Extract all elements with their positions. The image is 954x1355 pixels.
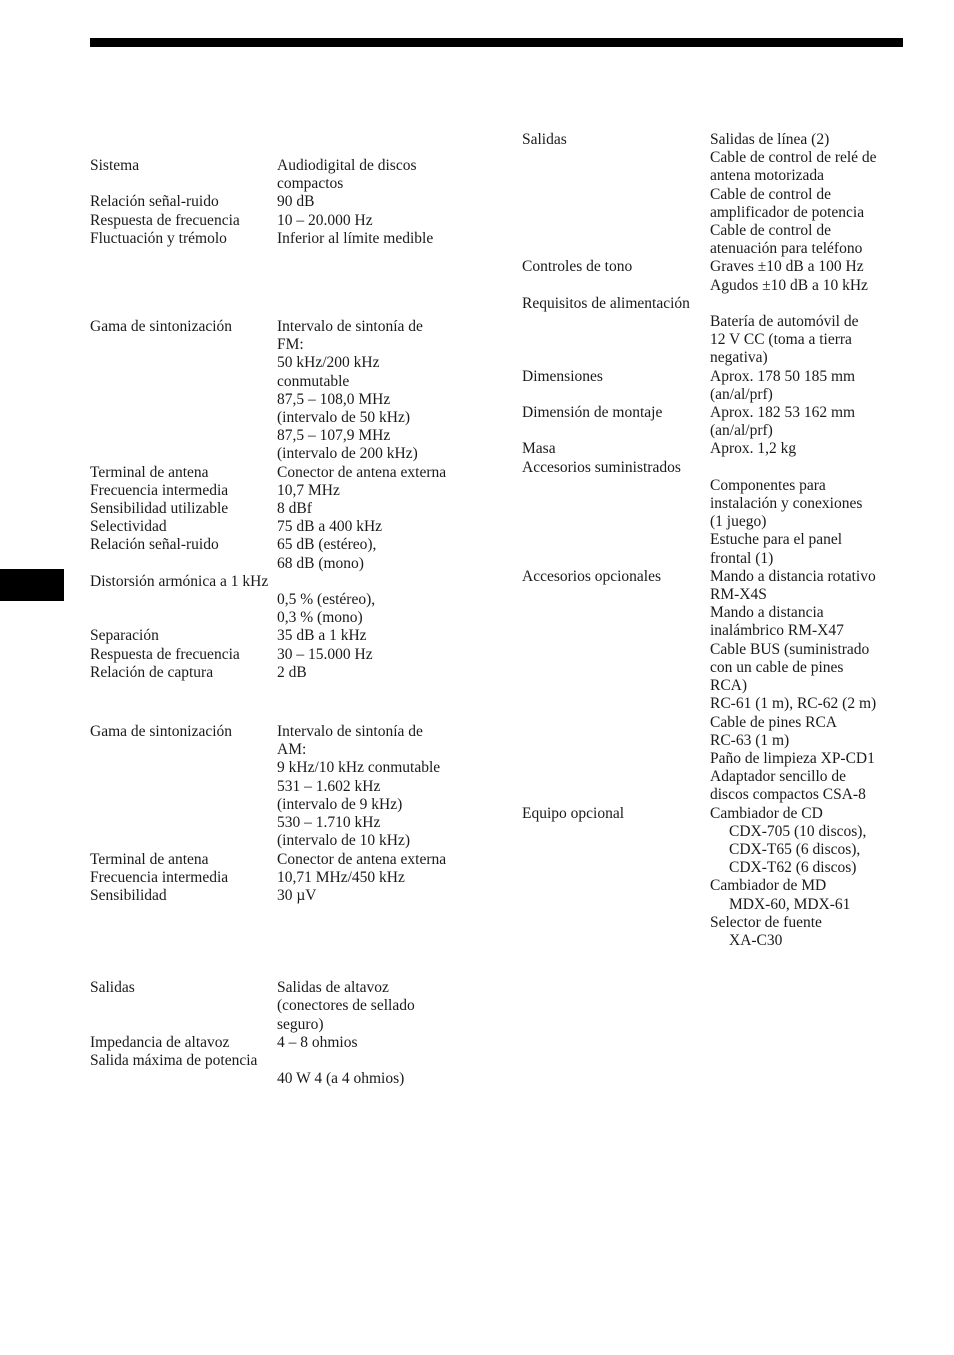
spec-value xyxy=(277,318,490,464)
spec-value-line: (intervalo de 200 kHz) xyxy=(277,445,418,463)
spec-label: Dimensión de montaje xyxy=(522,404,663,422)
spec-value xyxy=(277,723,490,850)
spec-row xyxy=(90,887,490,905)
spec-value-line: RC-61 (1 m), RC-62 (2 m) xyxy=(710,695,877,713)
spec-row xyxy=(522,368,922,404)
spec-column-left xyxy=(90,157,490,1088)
spec-row xyxy=(90,1052,490,1088)
section-gap xyxy=(90,248,490,318)
spec-value-line: con un cable de pines xyxy=(710,658,844,676)
spec-value-line: amplificador de potencia xyxy=(710,203,865,221)
spec-value xyxy=(710,313,922,368)
spec-value-line: 0,5 % (estéreo), xyxy=(277,591,376,609)
spec-value-line: Cable de control de relé de xyxy=(710,149,877,167)
spec-value xyxy=(277,646,490,664)
spec-value-line: Cable BUS (suministrado xyxy=(710,640,870,658)
spec-value-line: Intervalo de sintonía de xyxy=(277,318,423,336)
spec-value-line: (conectores de sellado xyxy=(277,997,415,1015)
spec-value-line: 8 dBf xyxy=(277,500,312,518)
spec-label: Distorsión armónica a 1 kHz xyxy=(90,572,269,590)
spec-value xyxy=(277,869,490,887)
spec-value xyxy=(710,805,922,951)
spec-value-line: CDX-T62 (6 discos) xyxy=(729,859,857,877)
spec-value-line: RM-X4S xyxy=(710,586,767,604)
spec-value xyxy=(710,368,922,404)
spec-value-line: (intervalo de 9 kHz) xyxy=(277,795,403,813)
spec-row xyxy=(522,404,922,440)
spec-value xyxy=(277,664,490,682)
spec-value-line: conmutable xyxy=(277,372,350,390)
spec-label: Gama de sintonización xyxy=(90,723,233,741)
spec-row xyxy=(90,318,490,464)
spec-label: Controles de tono xyxy=(522,258,633,276)
spec-row xyxy=(90,482,490,500)
spec-value-line: 10,7 MHz xyxy=(277,481,340,499)
spec-value-line: Agudos ±10 dB a 10 kHz xyxy=(710,276,868,294)
spec-value xyxy=(710,440,922,458)
spec-value-line: Graves ±10 dB a 100 Hz xyxy=(710,258,864,276)
spec-label: Accesorios opcionales xyxy=(522,567,662,585)
spec-label: Terminal de antena xyxy=(90,850,209,868)
spec-label: Selectividad xyxy=(90,518,167,536)
spec-value-line: Cambiador de MD xyxy=(710,877,827,895)
spec-value-line: 12 V CC (toma a tierra xyxy=(710,331,852,349)
spec-label: Requisitos de alimentación xyxy=(522,294,690,312)
spec-value-line: instalación y conexiones xyxy=(710,495,863,513)
spec-value xyxy=(277,1034,490,1052)
top-rule xyxy=(90,38,903,47)
spec-row xyxy=(90,230,490,248)
spec-row xyxy=(90,869,490,887)
spec-row xyxy=(522,440,922,458)
spec-value-line: FM: xyxy=(277,336,304,354)
spec-value xyxy=(277,1070,490,1088)
spec-value-line: 10,71 MHz/450 kHz xyxy=(277,868,405,886)
spec-label: Salidas xyxy=(90,979,135,997)
spec-value-line: 4 – 8 ohmios xyxy=(277,1033,358,1051)
spec-value-line: 10 – 20.000 Hz xyxy=(277,211,373,229)
spec-value-line: 50 kHz/200 kHz xyxy=(277,354,380,372)
spec-row xyxy=(90,536,490,572)
spec-label: Respuesta de frecuencia xyxy=(90,645,240,663)
spec-value-line: Aprox. 1,2 kg xyxy=(710,440,797,458)
spec-value-line: AM: xyxy=(277,741,307,759)
spec-label: Sensibilidad utilizable xyxy=(90,500,229,518)
spec-row xyxy=(522,568,922,805)
spec-value xyxy=(277,230,490,248)
section-gap xyxy=(90,905,490,979)
spec-value-line: Cable de control de xyxy=(710,185,831,203)
spec-label: Relación de captura xyxy=(90,663,214,681)
spec-value xyxy=(710,477,922,568)
spec-value xyxy=(277,464,490,482)
spec-row xyxy=(90,627,490,645)
spec-value-line: RC-63 (1 m) xyxy=(710,731,790,749)
spec-column-right xyxy=(522,131,922,950)
spec-row xyxy=(90,193,490,211)
spec-value-line: RCA) xyxy=(710,677,748,695)
spec-value-line: Conector de antena externa xyxy=(277,463,447,481)
spec-value-line: 530 – 1.710 kHz xyxy=(277,814,381,832)
spec-label: Dimensiones xyxy=(522,367,603,385)
spec-value-line: compactos xyxy=(277,175,344,193)
section-gap xyxy=(90,682,490,723)
spec-value-line: MDX-60, MDX-61 xyxy=(729,895,851,913)
spec-row xyxy=(522,258,922,294)
spec-label: Equipo opcional xyxy=(522,804,625,822)
spec-row xyxy=(90,646,490,664)
spec-value xyxy=(277,157,490,193)
spec-value xyxy=(710,404,922,440)
spec-value-line: 35 dB a 1 kHz xyxy=(277,627,367,645)
spec-value xyxy=(277,979,490,1034)
spec-row xyxy=(90,664,490,682)
spec-row xyxy=(522,131,922,258)
spec-value-line: CDX-705 (10 discos), xyxy=(729,822,867,840)
spec-label: Sistema xyxy=(90,157,140,174)
spec-label: Respuesta de frecuencia xyxy=(90,211,240,229)
spec-value-line: Audiodigital de discos xyxy=(277,157,417,174)
spec-label: Terminal de antena xyxy=(90,463,209,481)
spec-value-line: 68 dB (mono) xyxy=(277,554,364,572)
spec-label: Relación señal-ruido xyxy=(90,193,219,211)
spec-value xyxy=(277,518,490,536)
spec-value-line: 75 dB a 400 kHz xyxy=(277,518,383,536)
spec-value-line: (intervalo de 50 kHz) xyxy=(277,409,410,427)
spec-label: Separación xyxy=(90,627,159,645)
spec-value-line: antena motorizada xyxy=(710,167,825,185)
spec-value-line: CDX-T65 (6 discos), xyxy=(729,840,861,858)
spec-value-line: 65 dB (estéreo), xyxy=(277,536,377,554)
spec-value-line: (an/al/prf) xyxy=(710,422,773,440)
spec-row xyxy=(522,805,922,951)
spec-value-line: Cable de pines RCA xyxy=(710,713,837,731)
spec-value-line: Adaptador sencillo de xyxy=(710,768,847,786)
spec-value xyxy=(277,887,490,905)
spec-label: Masa xyxy=(522,440,556,458)
spec-row xyxy=(90,851,490,869)
spec-value-line: Salidas de línea (2) xyxy=(710,131,830,148)
spec-value-line: frontal (1) xyxy=(710,549,774,567)
spec-value xyxy=(277,851,490,869)
spec-value-line: Cambiador de CD xyxy=(710,804,823,822)
spec-value-line: Mando a distancia xyxy=(710,604,824,622)
spec-value-line: Aprox. 178 50 185 mm xyxy=(710,367,856,385)
spec-row xyxy=(90,723,490,850)
spec-row xyxy=(522,295,922,368)
spec-value-line: 2 dB xyxy=(277,663,307,681)
spec-value-line: Componentes para xyxy=(710,476,826,494)
spec-label: Impedancia de altavoz xyxy=(90,1033,230,1051)
spec-value-line: (intervalo de 10 kHz) xyxy=(277,832,410,850)
spec-row xyxy=(90,1034,490,1052)
spec-value-line: XA-C30 xyxy=(729,931,783,949)
spec-value-line: 30 µV xyxy=(277,886,317,904)
section-tab xyxy=(0,569,64,601)
spec-value-line: 9 kHz/10 kHz conmutable xyxy=(277,759,441,777)
spec-row xyxy=(90,212,490,230)
spec-value-line: inalámbrico RM-X47 xyxy=(710,622,844,640)
spec-value-line: 87,5 – 108,0 MHz xyxy=(277,390,391,408)
spec-value-line: seguro) xyxy=(277,1015,324,1033)
spec-value-line: Inferior al límite medible xyxy=(277,229,434,247)
spec-value-line: discos compactos CSA-8 xyxy=(710,786,866,804)
spec-row xyxy=(90,500,490,518)
spec-value xyxy=(277,500,490,518)
spec-value xyxy=(277,482,490,500)
spec-value-line: 0,3 % (mono) xyxy=(277,609,363,627)
spec-value-line: 30 – 15.000 Hz xyxy=(277,645,373,663)
spec-value-line: Salidas de altavoz xyxy=(277,979,389,997)
spec-label: Sensibilidad xyxy=(90,886,167,904)
spec-value-line: negativa) xyxy=(710,349,768,367)
spec-label: Frecuencia intermedia xyxy=(90,481,229,499)
spec-value-line: Paño de limpieza XP-CD1 xyxy=(710,749,875,767)
spec-value xyxy=(710,258,922,294)
spec-value-line: 531 – 1.602 kHz xyxy=(277,777,381,795)
spec-row xyxy=(90,464,490,482)
spec-value-line: 87,5 – 107,9 MHz xyxy=(277,427,391,445)
spec-value-line: Conector de antena externa xyxy=(277,850,447,868)
spec-label: Fluctuación y trémolo xyxy=(90,229,227,247)
spec-label: Accesorios suministrados xyxy=(522,458,681,476)
spec-value xyxy=(277,536,490,572)
spec-value-line: (1 juego) xyxy=(710,513,767,531)
spec-label: Frecuencia intermedia xyxy=(90,868,229,886)
spec-value xyxy=(277,193,490,211)
spec-row xyxy=(522,459,922,568)
spec-value-line: 90 dB xyxy=(277,193,315,211)
spec-value-line: Batería de automóvil de xyxy=(710,313,859,331)
spec-value xyxy=(277,627,490,645)
spec-row xyxy=(90,573,490,628)
spec-value xyxy=(277,591,490,627)
spec-row xyxy=(90,979,490,1034)
spec-row xyxy=(90,518,490,536)
spec-value-line: Selector de fuente xyxy=(710,913,822,931)
spec-value-line: Cable de control de xyxy=(710,222,831,240)
spec-value-line: Mando a distancia rotativo xyxy=(710,567,876,585)
spec-row xyxy=(90,157,490,193)
spec-value xyxy=(710,568,922,805)
spec-value-line: 40 W 4 (a 4 ohmios) xyxy=(277,1070,405,1088)
spec-value-line: (an/al/prf) xyxy=(710,385,773,403)
spec-value xyxy=(710,131,922,258)
spec-label: Gama de sintonización xyxy=(90,318,233,336)
spec-value-line: atenuación para teléfono xyxy=(710,240,863,258)
spec-value-line: Intervalo de sintonía de xyxy=(277,723,423,741)
spec-value xyxy=(277,212,490,230)
spec-value-line: Aprox. 182 53 162 mm xyxy=(710,404,856,422)
spec-value-line: Estuche para el panel xyxy=(710,531,843,549)
spec-label: Salidas xyxy=(522,131,567,148)
spec-label: Relación señal-ruido xyxy=(90,536,219,554)
spec-label: Salida máxima de potencia xyxy=(90,1051,258,1069)
